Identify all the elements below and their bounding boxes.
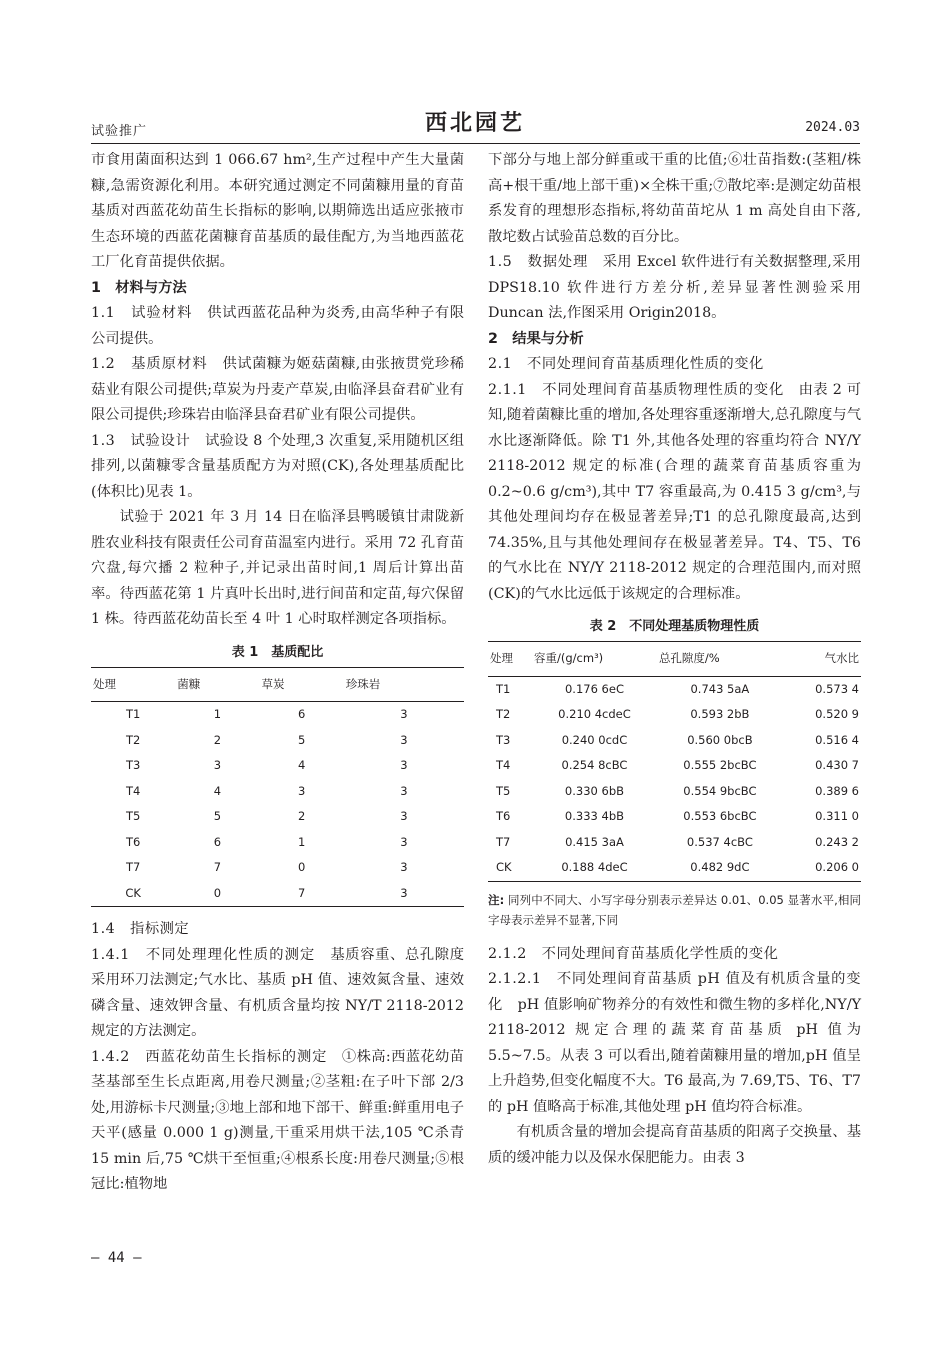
table-row <box>488 855 861 881</box>
running-head-section: 试验推广 <box>91 124 148 139</box>
table-cell: 1 <box>213 707 222 721</box>
table-cell: T5 <box>496 783 511 798</box>
table-row <box>91 728 464 754</box>
section-1-2-title: 1.2 基质原材料 <box>91 356 208 372</box>
table-cell: T4 <box>496 758 511 772</box>
table-cell: 0.537 4cBC <box>686 834 753 849</box>
table1-header: 处理 <box>91 667 175 702</box>
section-2-1-2-1 <box>488 967 861 1120</box>
header-rule <box>91 143 860 144</box>
methods-continuation: 下部分与地上部分鲜重或干重的比值;⑥壮苗指数:(茎粗/株高+根干重/地上部干重)×全株干重;⑦散坨率:是测定幼苗根系发育的理想形态指标,将幼苗苗坨从 1 m 高处自由下落,散坨数占试验苗总数的百分比。 <box>488 152 861 245</box>
table-cell: 0 <box>175 881 259 907</box>
table-cell: 0.254 8cBC <box>561 758 628 772</box>
journal-logo: 西北园艺 <box>424 110 525 136</box>
table-cell: 0.555 2bcBC <box>683 758 757 772</box>
table-cell: 7 <box>213 860 222 874</box>
table-cell: T3 <box>496 732 511 747</box>
table-cell: 5 <box>213 809 222 823</box>
table-cell: T6 <box>125 834 141 849</box>
section-1-4-2 <box>91 1045 464 1198</box>
section-1-3-title: 1.3 试验设计 <box>91 432 191 449</box>
section-1-4-2-text: ①株高:西蓝花幼苗茎基部至生长点距离,用卷尺测量;②茎粗:在子叶下部 2/3 处,用游标卡尺测量;③地上部和地下部干、鲜重:鲜重用电子天平(感量 0.000 1 g)测量,干重采用烘干法,105 ℃杀青 15 min 后,75 ℃烘干至恒重;④根系长度:用卷尺测量;⑤根冠比:植物地 <box>91 1048 464 1192</box>
table2-caption: 表 2 不同处理基质物理性质 <box>589 619 760 634</box>
section-2-1-1 <box>488 378 861 608</box>
section-1-4: 1.4 指标测定 <box>91 921 190 937</box>
section-2-1-2: 2.1.2 不同处理间育苗基质化学性质的变化 <box>488 945 779 962</box>
section-1-3 <box>91 429 464 506</box>
section-1-5 <box>488 250 861 327</box>
table-cell: T4 <box>125 783 141 798</box>
table2-header: 处理 <box>488 642 532 677</box>
table-row <box>488 830 861 856</box>
table-cell: CK <box>91 881 175 907</box>
table-cell: 3 <box>400 834 408 849</box>
table2 <box>488 641 861 882</box>
table1-header: 草炭 <box>260 667 344 702</box>
table-cell: 0.176 6eC <box>564 681 624 696</box>
table2-note-text: 同列中不同大、小写字母分别表示差异达 0.01、0.05 显著水平,相同字母表示差异不显著,下同 <box>488 892 861 927</box>
section-1-2 <box>91 352 464 429</box>
table-cell: 2 <box>213 732 222 747</box>
table-cell: 0.482 9dC <box>657 855 783 881</box>
table-cell: 0.554 9bcBC <box>683 783 757 798</box>
section-1-4-1-text: 基质容重、总孔隙度采用环刀法测定;气水比、基质 pH 值、速效氮含量、速效磷含量、速效钾含量、有机质含量均按 NY/T 2118-2012 规定的方法测定。 <box>91 946 464 1039</box>
table-cell: 0.593 2bB <box>690 707 750 721</box>
table-cell: 0.415 3aA <box>565 834 624 849</box>
table-cell: 3 <box>400 809 408 823</box>
issue-number: 2024.03 <box>805 120 860 135</box>
table-row <box>488 676 861 702</box>
section-2-1-2-1-title: 2.1.2.1 不同处理间育苗基质 pH 值及有机质含量的变化 <box>488 971 861 1013</box>
table-cell: 0.430 7 <box>815 758 859 772</box>
table-cell: 6 <box>213 834 222 849</box>
table2-header: 总孔隙度/% <box>657 642 783 677</box>
intro-continuation: 市食用菌面积达到 1 066.67 hm²,生产过程中产生大量菌糠,急需资源化利用。本研究通过测定不同菌糠用量的育苗基质对西蓝花幼苗生长指标的影响,以期筛选出适应张掖市生态环境的西蓝花菌糠育苗基质的最佳配方,为当地西蓝花工厂化育苗提供依据。 <box>91 152 464 270</box>
table-row <box>91 753 464 779</box>
table2-header-row <box>488 642 861 677</box>
table-cell: 3 <box>298 783 306 798</box>
table-cell: T6 <box>496 809 511 823</box>
organic-matter-paragraph: 有机质含量的增加会提高育苗基质的阳离子交换量、基质的缓冲能力以及保水保肥能力。由表 3 <box>488 1124 861 1166</box>
left-column <box>91 148 464 1198</box>
table-cell: T2 <box>496 707 511 721</box>
page-number: — 44 — <box>91 1250 142 1266</box>
section-1-1-text: 供试西蓝花品种为炎秀,由高华种子有限公司提供。 <box>91 305 465 347</box>
table-cell: 3 <box>400 707 408 721</box>
table-cell: 0.520 9 <box>815 707 859 721</box>
table-cell: 0.743 5aA <box>690 681 750 696</box>
table-row <box>488 753 861 779</box>
table-cell: 0.240 0cdC <box>561 732 628 747</box>
section-1-4-1-title: 1.4.1 不同处理理化性质的测定 <box>91 946 316 963</box>
table-row <box>91 779 464 805</box>
heading-results: 2 结果与分析 <box>488 330 584 347</box>
table-cell: 0.243 2 <box>815 834 859 849</box>
table-cell: T7 <box>125 860 141 874</box>
section-1-3-text: 试验设 8 个处理,3 次重复,采用随机区组排列,以菌糠零含量基质配方为对照(CK),各处理基质配比(体积比)见表 1。 <box>91 432 465 500</box>
table-cell: 0.560 0bcB <box>687 732 753 747</box>
table-cell: 2 <box>298 809 306 823</box>
table1 <box>91 667 464 908</box>
table-cell: 0.553 6bcBC <box>683 809 757 823</box>
table1-header-row <box>91 667 464 702</box>
table-cell: 0.210 4cdeC <box>558 707 631 721</box>
table-cell: 0.206 0 <box>783 855 861 881</box>
table-cell: 0 <box>298 860 306 874</box>
table-row <box>488 779 861 805</box>
table-cell: T5 <box>125 809 141 823</box>
right-column <box>488 148 861 1171</box>
section-1-5-title: 1.5 数据处理 <box>488 254 589 270</box>
table-cell: 7 <box>260 881 344 907</box>
table-cell: 3 <box>344 881 464 907</box>
section-2-1-1-title: 2.1.1 不同处理间育苗基质物理性质的变化 <box>488 381 785 398</box>
table-cell: 0.333 4bB <box>564 809 625 823</box>
table-cell: 0.311 0 <box>815 809 859 823</box>
table2-header: 容重/(g/cm³) <box>532 642 657 677</box>
table-cell: T1 <box>125 707 141 721</box>
table1-caption: 表 1 基质配比 <box>231 644 324 660</box>
table-cell: 0.516 4 <box>815 732 859 747</box>
table-cell: 4 <box>298 758 306 772</box>
section-2-1-1-text: 由表 2 可知,随着菌糠比重的增加,各处理容重逐渐增大,总孔隙度与气水比逐渐降低。除 T1 外,其他各处理的容重均符合 NY/Y 2118-2012 规定的标准(合理的蔬菜育苗基质容重为 0.2~0.6 g/cm³),其中 T7 容重最高,为 0.415 3 g/cm³,与其他处理间均存在极显著差异;T1 的总孔隙度最高,达到 74.35%,且与其他处理间存在极显著差异。T4、T5、T6 的气水比在 NY/Y 2118-2012 规定的合理范围内,而对照(CK)的气水比远低于该规定的合理标准。 <box>488 381 861 602</box>
table-cell: 5 <box>298 732 306 747</box>
table1-header: 珍珠岩 <box>344 667 464 702</box>
table-cell: T7 <box>496 834 511 849</box>
table-cell: 0.389 6 <box>815 783 859 798</box>
table-row <box>91 702 464 728</box>
section-1-1 <box>91 301 464 352</box>
section-1-1-title: 1.1 试验材料 <box>91 305 193 321</box>
section-1-4-2-title: 1.4.2 西蓝花幼苗生长指标的测定 <box>91 1048 328 1065</box>
table-cell: 1 <box>298 834 306 849</box>
table-cell: 3 <box>213 758 222 772</box>
table-row <box>91 881 464 907</box>
table2-note-label: 注: <box>488 892 505 907</box>
section-1-5-text: 采用 Excel 软件进行有关数据整理,采用 DPS18.10 软件进行方差分析,差异显著性测验采用 Duncan 法,作图采用 Origin2018。 <box>488 254 861 321</box>
table-cell: 6 <box>298 707 306 721</box>
table-cell: 3 <box>400 860 408 874</box>
table-cell: 0.573 4 <box>815 681 859 696</box>
table-cell: 4 <box>213 783 222 798</box>
table2-header: 气水比 <box>783 642 861 677</box>
section-2-1-2-1-text: pH 值影响矿物养分的有效性和微生物的多样化,NY/Y 2118-2012 规定合理的蔬菜育苗基质 pH 值为 5.5~7.5。从表 3 可以看出,随着菌糠用量的增加,pH 值呈上升趋势,但变化幅度不大。T6 最高,为 7.69,T5、T6、T7 的 pH 值略高于标准,其他处理 pH 值均符合标准。 <box>488 996 862 1115</box>
table-cell: 3 <box>400 732 408 747</box>
table-row <box>488 702 861 728</box>
table-cell: 3 <box>400 758 408 772</box>
section-1-4-1 <box>91 943 464 1045</box>
table-cell: 3 <box>400 783 408 798</box>
table2-note <box>488 890 861 930</box>
table-cell: 0.330 6bB <box>564 783 625 798</box>
table-row <box>91 830 464 856</box>
table-cell: CK <box>488 855 532 881</box>
table-cell: T1 <box>496 681 511 696</box>
heading-materials-methods: 1 材料与方法 <box>91 279 187 296</box>
table-row <box>488 804 861 830</box>
section-2-1: 2.1 不同处理间育苗基质理化性质的变化 <box>488 356 764 372</box>
table-cell: T2 <box>125 732 141 747</box>
table-cell: 0.188 4deC <box>532 855 657 881</box>
experiment-paragraph: 试验于 2021 年 3 月 14 日在临泽县鸭暖镇甘肃陇新胜农业科技有限责任公司育苗温室内进行。采用 72 孔育苗穴盘,每穴播 2 粒种子,并记录出苗时间,1 周后计算出苗率。待西蓝花第 1 片真叶长出时,进行间苗和定苗,每穴保留 1 株。待西蓝花幼苗长至 4 叶 1 心时取样测定各项指标。 <box>91 509 464 627</box>
table-row <box>91 804 464 830</box>
table1-header: 菌糠 <box>175 667 259 702</box>
section-1-2-text: 供试菌糠为姬菇菌糠,由张掖贯党珍稀菇业有限公司提供;草炭为丹麦产草炭,由临泽县奋君矿业有限公司提供;珍珠岩由临泽县奋君矿业有限公司提供。 <box>91 356 464 423</box>
table-row <box>91 855 464 881</box>
table-cell: T3 <box>125 758 141 772</box>
table-row <box>488 728 861 754</box>
